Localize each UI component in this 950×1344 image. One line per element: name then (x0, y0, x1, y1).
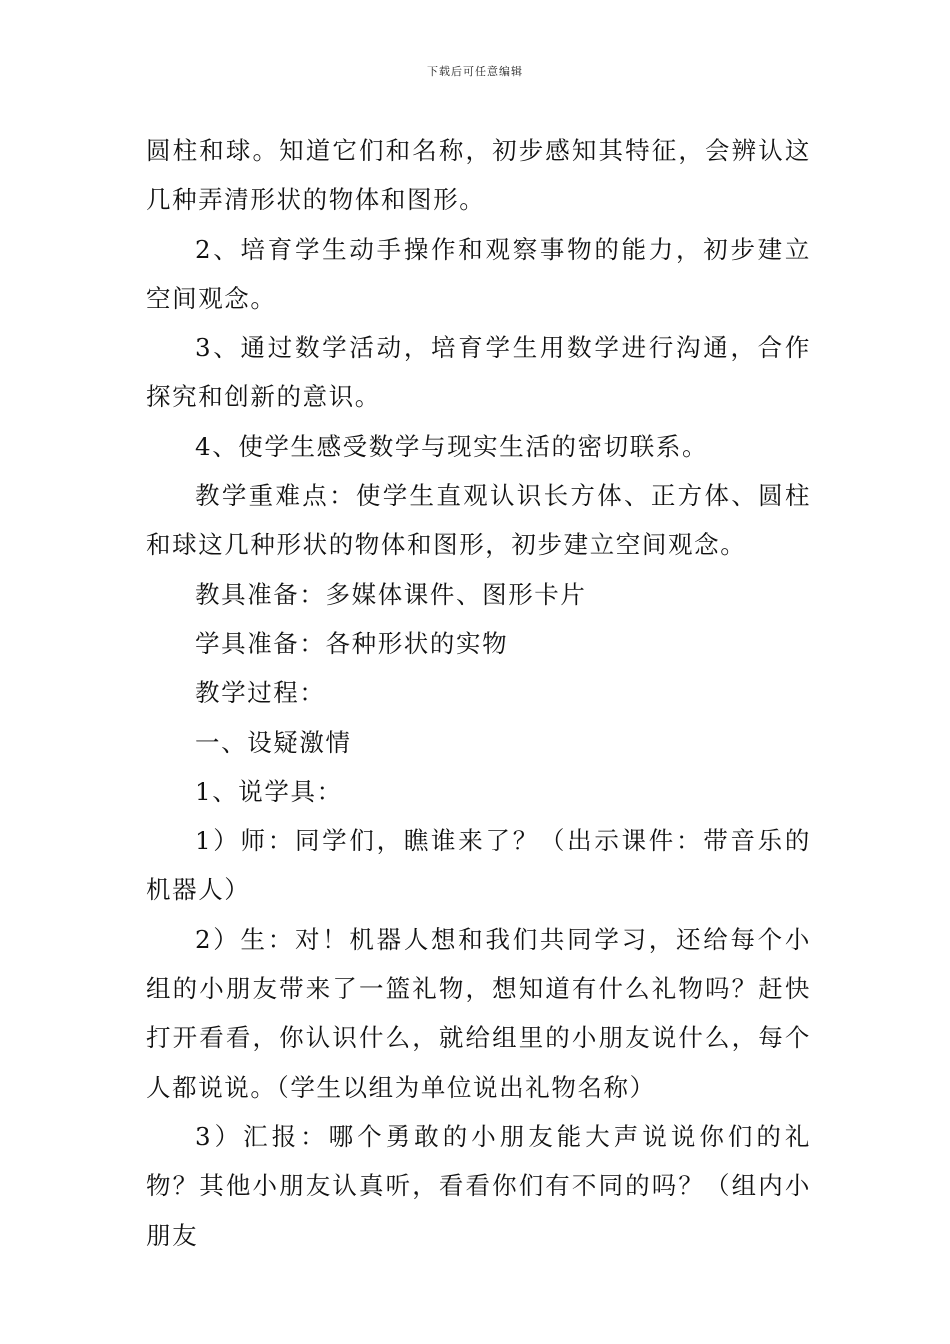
paragraph-objective-2: 2、培育学生动手操作和观察事物的能力，初步建立空间观念。 (146, 234, 811, 313)
paragraph-teaching-aids: 教具准备：多媒体课件、图形卡片 (195, 579, 587, 609)
subsection-heading-1: 1、说学具： (195, 776, 343, 806)
document-body (146, 126, 811, 1260)
paragraph-teaching-process: 教学过程： (195, 678, 326, 708)
paragraph-key-difficulty: 教学重难点：使学生直观认识长方体、正方体、圆柱和球这几种形状的物体和图形，初步建立空间观念。 (146, 481, 811, 560)
paragraph-objective-3: 3、通过数学活动，培育学生用数学进行沟通，合作探究和创新的意识。 (146, 333, 811, 412)
paragraph-learning-aids: 学具准备：各种形状的实物 (195, 628, 509, 658)
paragraph-intro-continued: 圆柱和球。知道它们和名称，初步感知其特征，会辨认这几种弄清形状的物体和图形。 (146, 136, 811, 215)
paragraph-step-2: 2）生：对！机器人想和我们共同学习，还给每个小组的小朋友带来了一篮礼物，想知道有什么礼物吗？赶快打开看看，你认识什么，就给组里的小朋友说什么，每个人都说说。（学生以组为单位说出礼物名称） (146, 924, 811, 1102)
paragraph-objective-4: 4、使学生感受数学与现实生活的密切联系。 (195, 431, 709, 461)
paragraph-step-1: 1）师：同学们，瞧谁来了？（出示课件：带音乐的机器人） (146, 826, 811, 905)
paragraph-step-3: 3）汇报：哪个勇敢的小朋友能大声说说你们的礼物？其他小朋友认真听，看看你们有不同的吗？（组内小朋友 (146, 1121, 811, 1250)
section-heading-1: 一、设疑激情 (195, 727, 352, 757)
page-header: 下载后可任意编辑 (427, 65, 523, 78)
